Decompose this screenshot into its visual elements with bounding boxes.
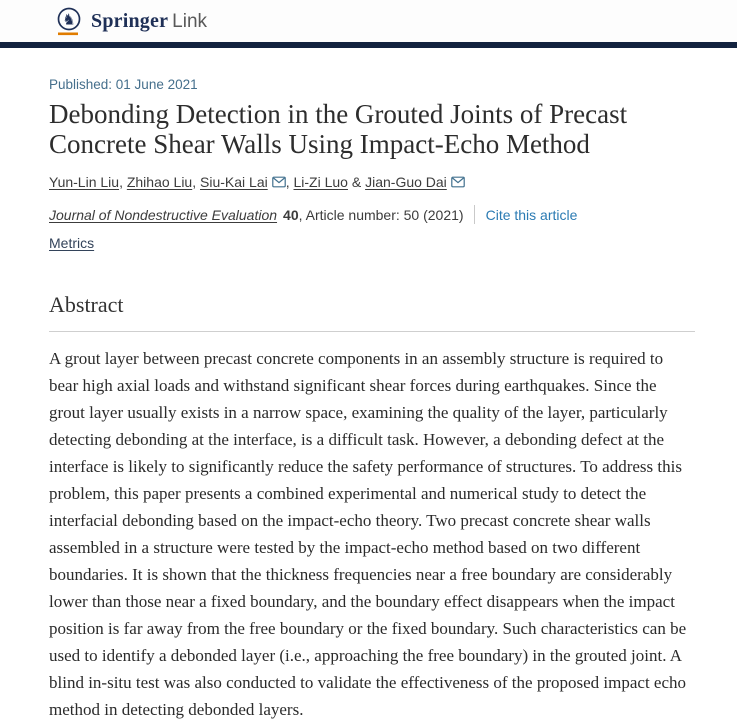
email-envelope-icon[interactable] bbox=[272, 175, 286, 191]
author: Li-Zi Luo & bbox=[293, 174, 366, 190]
cite-this-article-link[interactable]: Cite this article bbox=[485, 206, 578, 223]
article-main bbox=[0, 77, 737, 723]
journal-link[interactable]: Journal of Nondestructive Evaluation bbox=[49, 206, 278, 223]
author bbox=[365, 174, 465, 190]
abstract-divider bbox=[49, 331, 695, 332]
brand-link: Link bbox=[172, 11, 208, 32]
metrics-line bbox=[49, 235, 695, 251]
brand-wordmark bbox=[91, 11, 207, 31]
brand-springer: Springer bbox=[91, 10, 169, 32]
author-link-li-zi-luo[interactable]: Li-Zi Luo bbox=[293, 174, 348, 190]
email-envelope-icon[interactable] bbox=[451, 175, 465, 191]
springer-link-logo[interactable] bbox=[55, 6, 207, 36]
journal-volume: 40 bbox=[283, 206, 299, 223]
site-header bbox=[0, 0, 737, 42]
article-number: , Article number: 50 (2021) bbox=[298, 206, 464, 223]
abstract-text: A grout layer between precast concrete components in an assembly structure is required to bear high axial loads and withstand significant shear forces during earthquakes. Since the grout layer usually exists in a narrow space, examining the quality of the layer, particularly detecting debonding at the interface, is a difficult task. However, a debonding defect at the interface is likely to significantly reduce the safety performance of structures. To address this problem, this paper presents a combined experimental and numerical study to detect the interfacial debonding based on the impact-echo theory. Two precast concrete shear walls assembled in a structure were tested by the impact-echo method based on two different boundaries. It is shown that the thickness frequencies near a free boundary are considerably lower than those near a fixed boundary, and the boundary effect disappears when the impact position is far away from the free boundary or the fixed boundary. Such characteristics can be used to identify a debonded layer (i.e., approaching the free boundary) in the grouted joint. A blind in-situ test was also conducted to validate the effectiveness of the proposed impact echo method in detecting debonded layers. bbox=[49, 349, 687, 719]
author-link-yun-lin-liu[interactable]: Yun-Lin Liu bbox=[49, 174, 120, 190]
author: Yun-Lin Liu, bbox=[49, 174, 127, 190]
metrics-link[interactable]: Metrics bbox=[49, 235, 95, 251]
author-link-zhihao-liu[interactable]: Zhihao Liu bbox=[126, 174, 193, 190]
journal-line bbox=[49, 205, 695, 224]
abstract-heading: Abstract bbox=[49, 292, 124, 317]
published-date: Published: 01 June 2021 bbox=[49, 77, 198, 92]
article-title: Debonding Detection in the Grouted Joints of Precast Concrete Shear Walls Using Impact-Echo Method bbox=[49, 99, 628, 159]
authors-line bbox=[49, 174, 695, 191]
author: Siu-Kai Lai , bbox=[200, 174, 294, 190]
header-navy-bar bbox=[0, 42, 737, 48]
svg-text:♞: ♞ bbox=[62, 10, 76, 29]
author-link-jian-guo-dai[interactable]: Jian-Guo Dai bbox=[365, 174, 447, 190]
author-link-siu-kai-lai[interactable]: Siu-Kai Lai bbox=[200, 174, 268, 190]
springer-horse-icon bbox=[55, 6, 82, 36]
author: Zhihao Liu, bbox=[126, 174, 201, 190]
vertical-divider bbox=[474, 205, 475, 224]
